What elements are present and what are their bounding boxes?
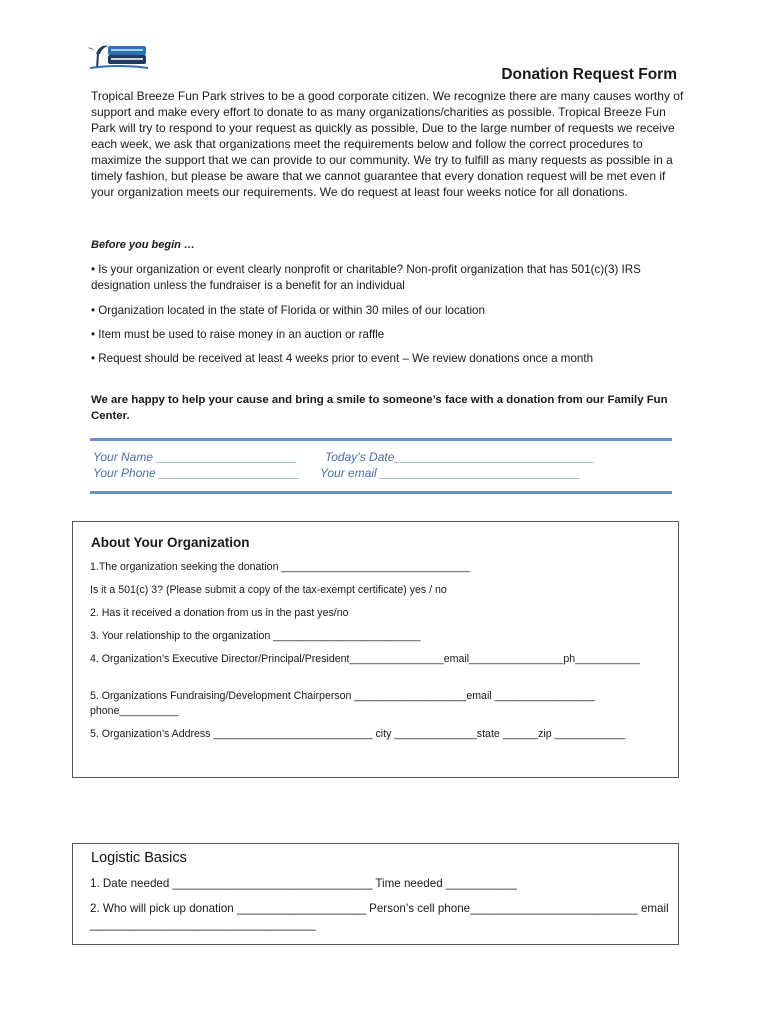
executive-director-field[interactable]: 4. Organization’s Executive Director/Principal/President________________email________________ph___________ (90, 653, 640, 665)
intro-paragraph: Tropical Breeze Fun Park strives to be a good corporate citizen. We recognize there are many causes worthy of support and make every effort to donate to as many organizations/charities as possible. Tropical Breeze Fun Park will try to respond to your request as quickly as possible, Due to the large number of requests we receive each week, we ask that organizations meet the requirements below and follow the correct procedures to maximize the support that we can provide to our community. We try to fulfill as many requests as possible in a timely fashion, but please be aware that we cannot guarantee that every donation request will be met even if your organization meets our requirements. We do request at least four weeks notice for all donations. (91, 89, 684, 199)
closing-statement: We are happy to help your cause and bring a smile to someone’s face with a donation from our Family Fun Center. (91, 394, 668, 422)
fundraising-chairperson-field[interactable]: 5. Organizations Fundraising/Development Chairperson ___________________email _________________ phone__________ (90, 690, 595, 717)
your-email-field[interactable]: Your email ______________________________ (320, 466, 581, 480)
requirement-item: • Item must be used to raise money in an auction or raffle (91, 328, 385, 341)
org-name-field[interactable]: 1.The organization seeking the donation ________________________________ (90, 561, 470, 573)
relationship-field[interactable]: 3. Your relationship to the organization _________________________ (90, 630, 421, 642)
past-donation-question[interactable]: 2. Has it received a donation from us in the past yes/no (90, 607, 349, 619)
logistic-basics-section (72, 843, 679, 945)
tax-exempt-question[interactable]: Is it a 501(c) 3? (Please submit a copy of the tax-exempt certificate) yes / no (90, 584, 447, 596)
requirement-item: • Is your organization or event clearly nonprofit or charitable? Non-profit organization that has 501(c)(3) IRS designation unless the fundraiser is a benefit for an individual (91, 263, 641, 292)
requirement-item: • Organization located in the state of Florida or within 30 miles of our location (91, 304, 485, 317)
pickup-person-field[interactable]: 2. Who will pick up donation ____________________ Person’s cell phone__________________________ email ___________________________________ (90, 902, 669, 931)
divider-bottom (90, 491, 672, 494)
requirement-item: • Request should be received at least 4 weeks prior to event – We review donations once a month (91, 352, 594, 365)
your-phone-field[interactable]: Your Phone _____________________ (93, 466, 300, 480)
divider-top (90, 438, 672, 441)
about-organization-heading: About Your Organization (91, 535, 250, 550)
todays-date-field[interactable]: Today’s Date______________________________ (325, 450, 595, 464)
before-you-begin-heading: Before you begin … (91, 239, 195, 251)
your-name-field[interactable]: Your Name _____________________ (93, 450, 297, 464)
date-time-needed-field[interactable]: 1. Date needed _______________________________ Time needed ___________ (90, 877, 517, 890)
about-organization-section (72, 521, 679, 778)
org-address-field[interactable]: 5. Organization’s Address ___________________________ city ______________state ______zip ____________ (90, 728, 626, 740)
logistic-basics-heading: Logistic Basics (91, 850, 187, 866)
form-title: Donation Request Form (501, 66, 677, 83)
